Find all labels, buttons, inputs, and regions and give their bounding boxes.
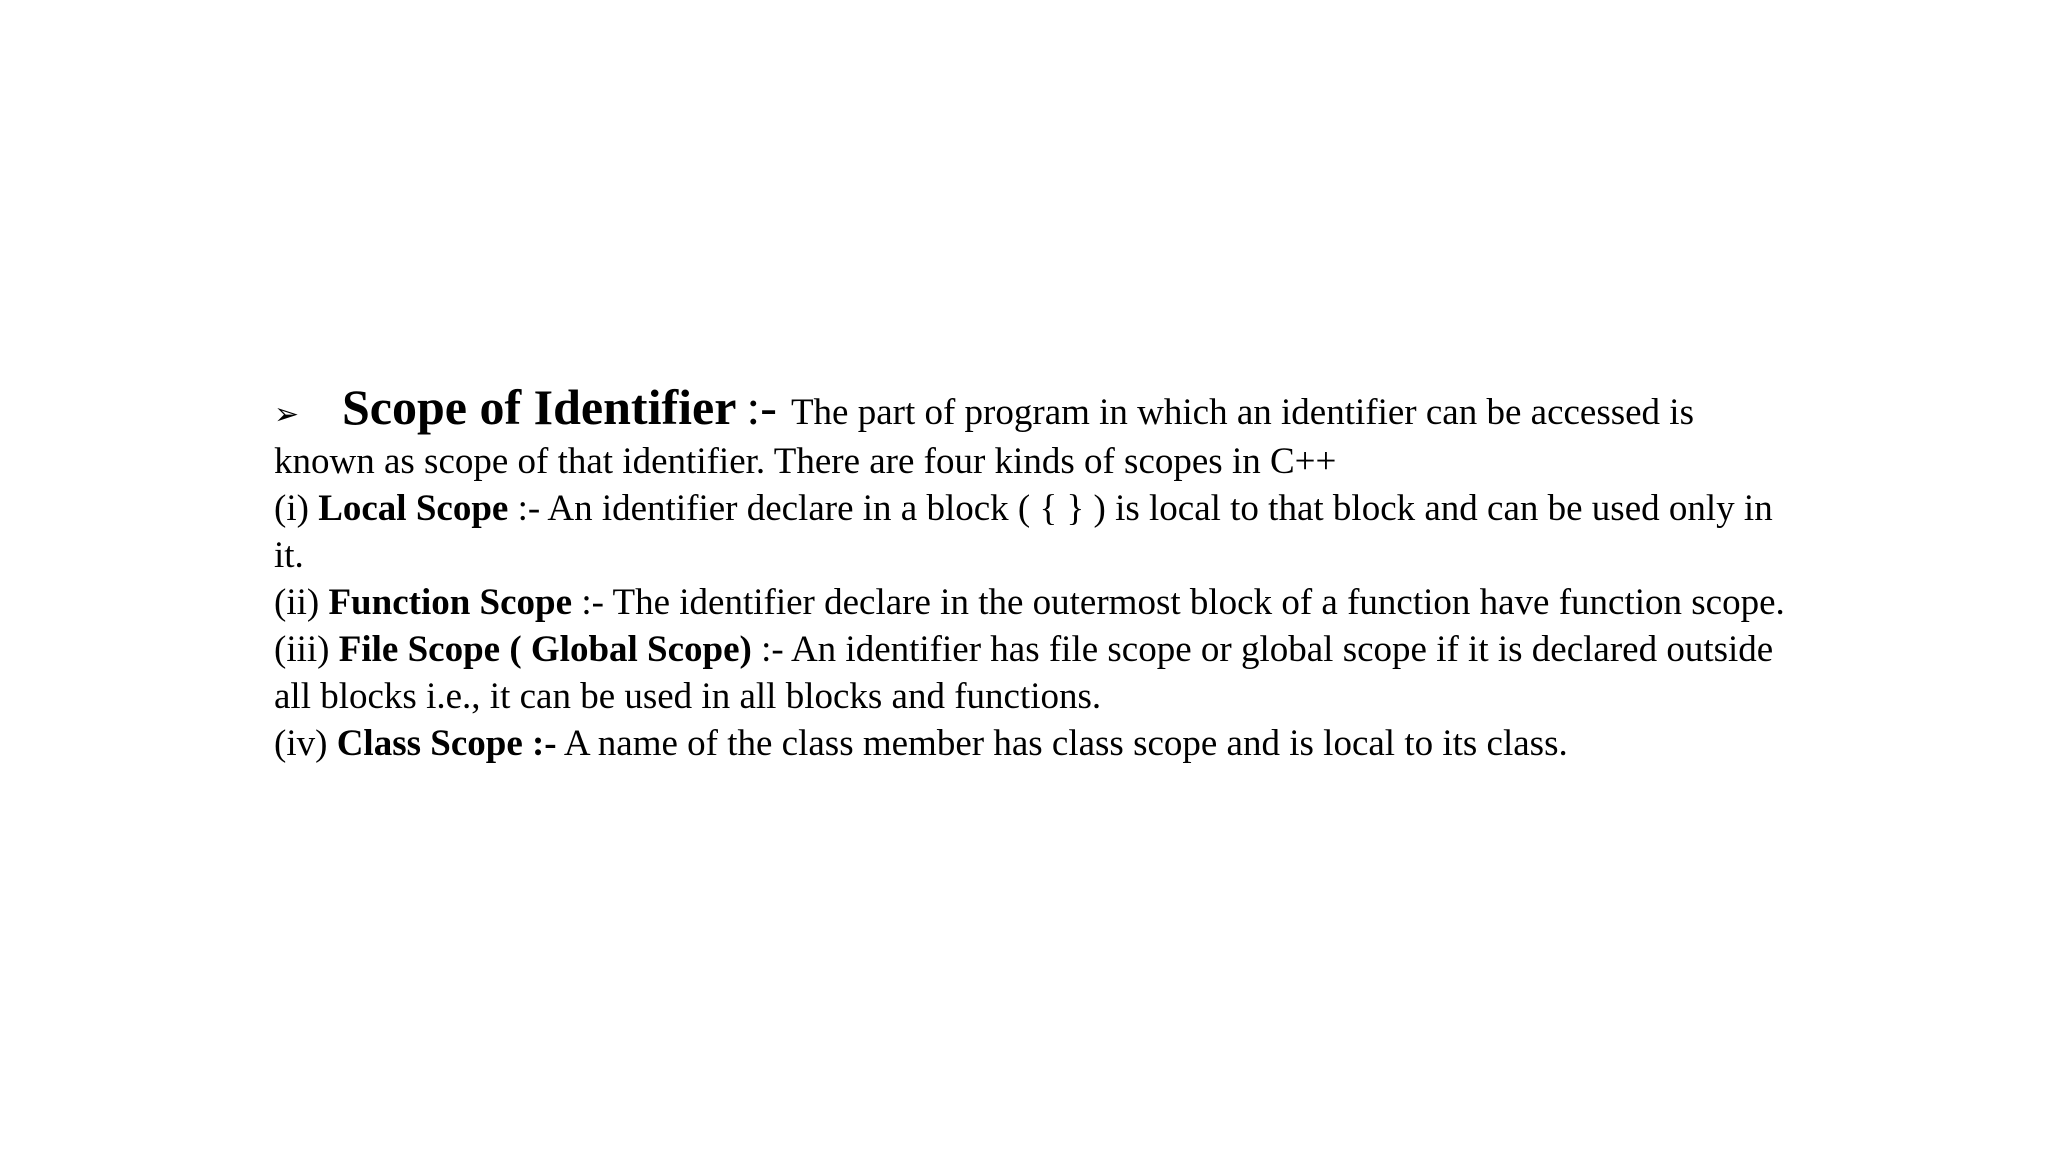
scope-item-function [274, 579, 1794, 626]
arrow-bullet-icon: ➢ [274, 397, 300, 432]
heading-text-line1: The part of program in which an identifier can be accessed is [790, 392, 1694, 433]
item-prefix: (ii) [274, 582, 329, 623]
item-description: :- An identifier declare in a block ( { } ) is local to that block and can be used only in it. [274, 488, 1773, 576]
item-term: File Scope ( Global Scope) [338, 629, 752, 670]
item-term: Class Scope :- [336, 723, 557, 764]
item-description: :- An identifier has file scope or global scope if it is declared outside all blocks i.e., it can be used in all blocks and functions. [274, 629, 1774, 717]
item-term: Function Scope [328, 582, 573, 623]
scope-item-file [274, 626, 1794, 720]
item-prefix: (iii) [274, 629, 339, 670]
slide-content [274, 379, 1794, 767]
item-term: Local Scope [318, 488, 509, 529]
heading-line [274, 379, 1794, 438]
item-prefix: (iv) [274, 723, 337, 764]
heading-title: Scope of Identifier [342, 379, 737, 435]
item-description: :- The identifier declare in the outermost block of a function have function scope. [572, 582, 1785, 623]
scope-item-class [274, 720, 1794, 767]
item-prefix: (i) [274, 488, 319, 529]
scope-item-local [274, 485, 1794, 579]
heading-separator: :- [746, 379, 777, 435]
heading-text-line2: known as scope of that identifier. There are four kinds of scopes in C++ [274, 441, 1337, 482]
item-description: A name of the class member has class scope and is local to its class. [556, 723, 1568, 764]
